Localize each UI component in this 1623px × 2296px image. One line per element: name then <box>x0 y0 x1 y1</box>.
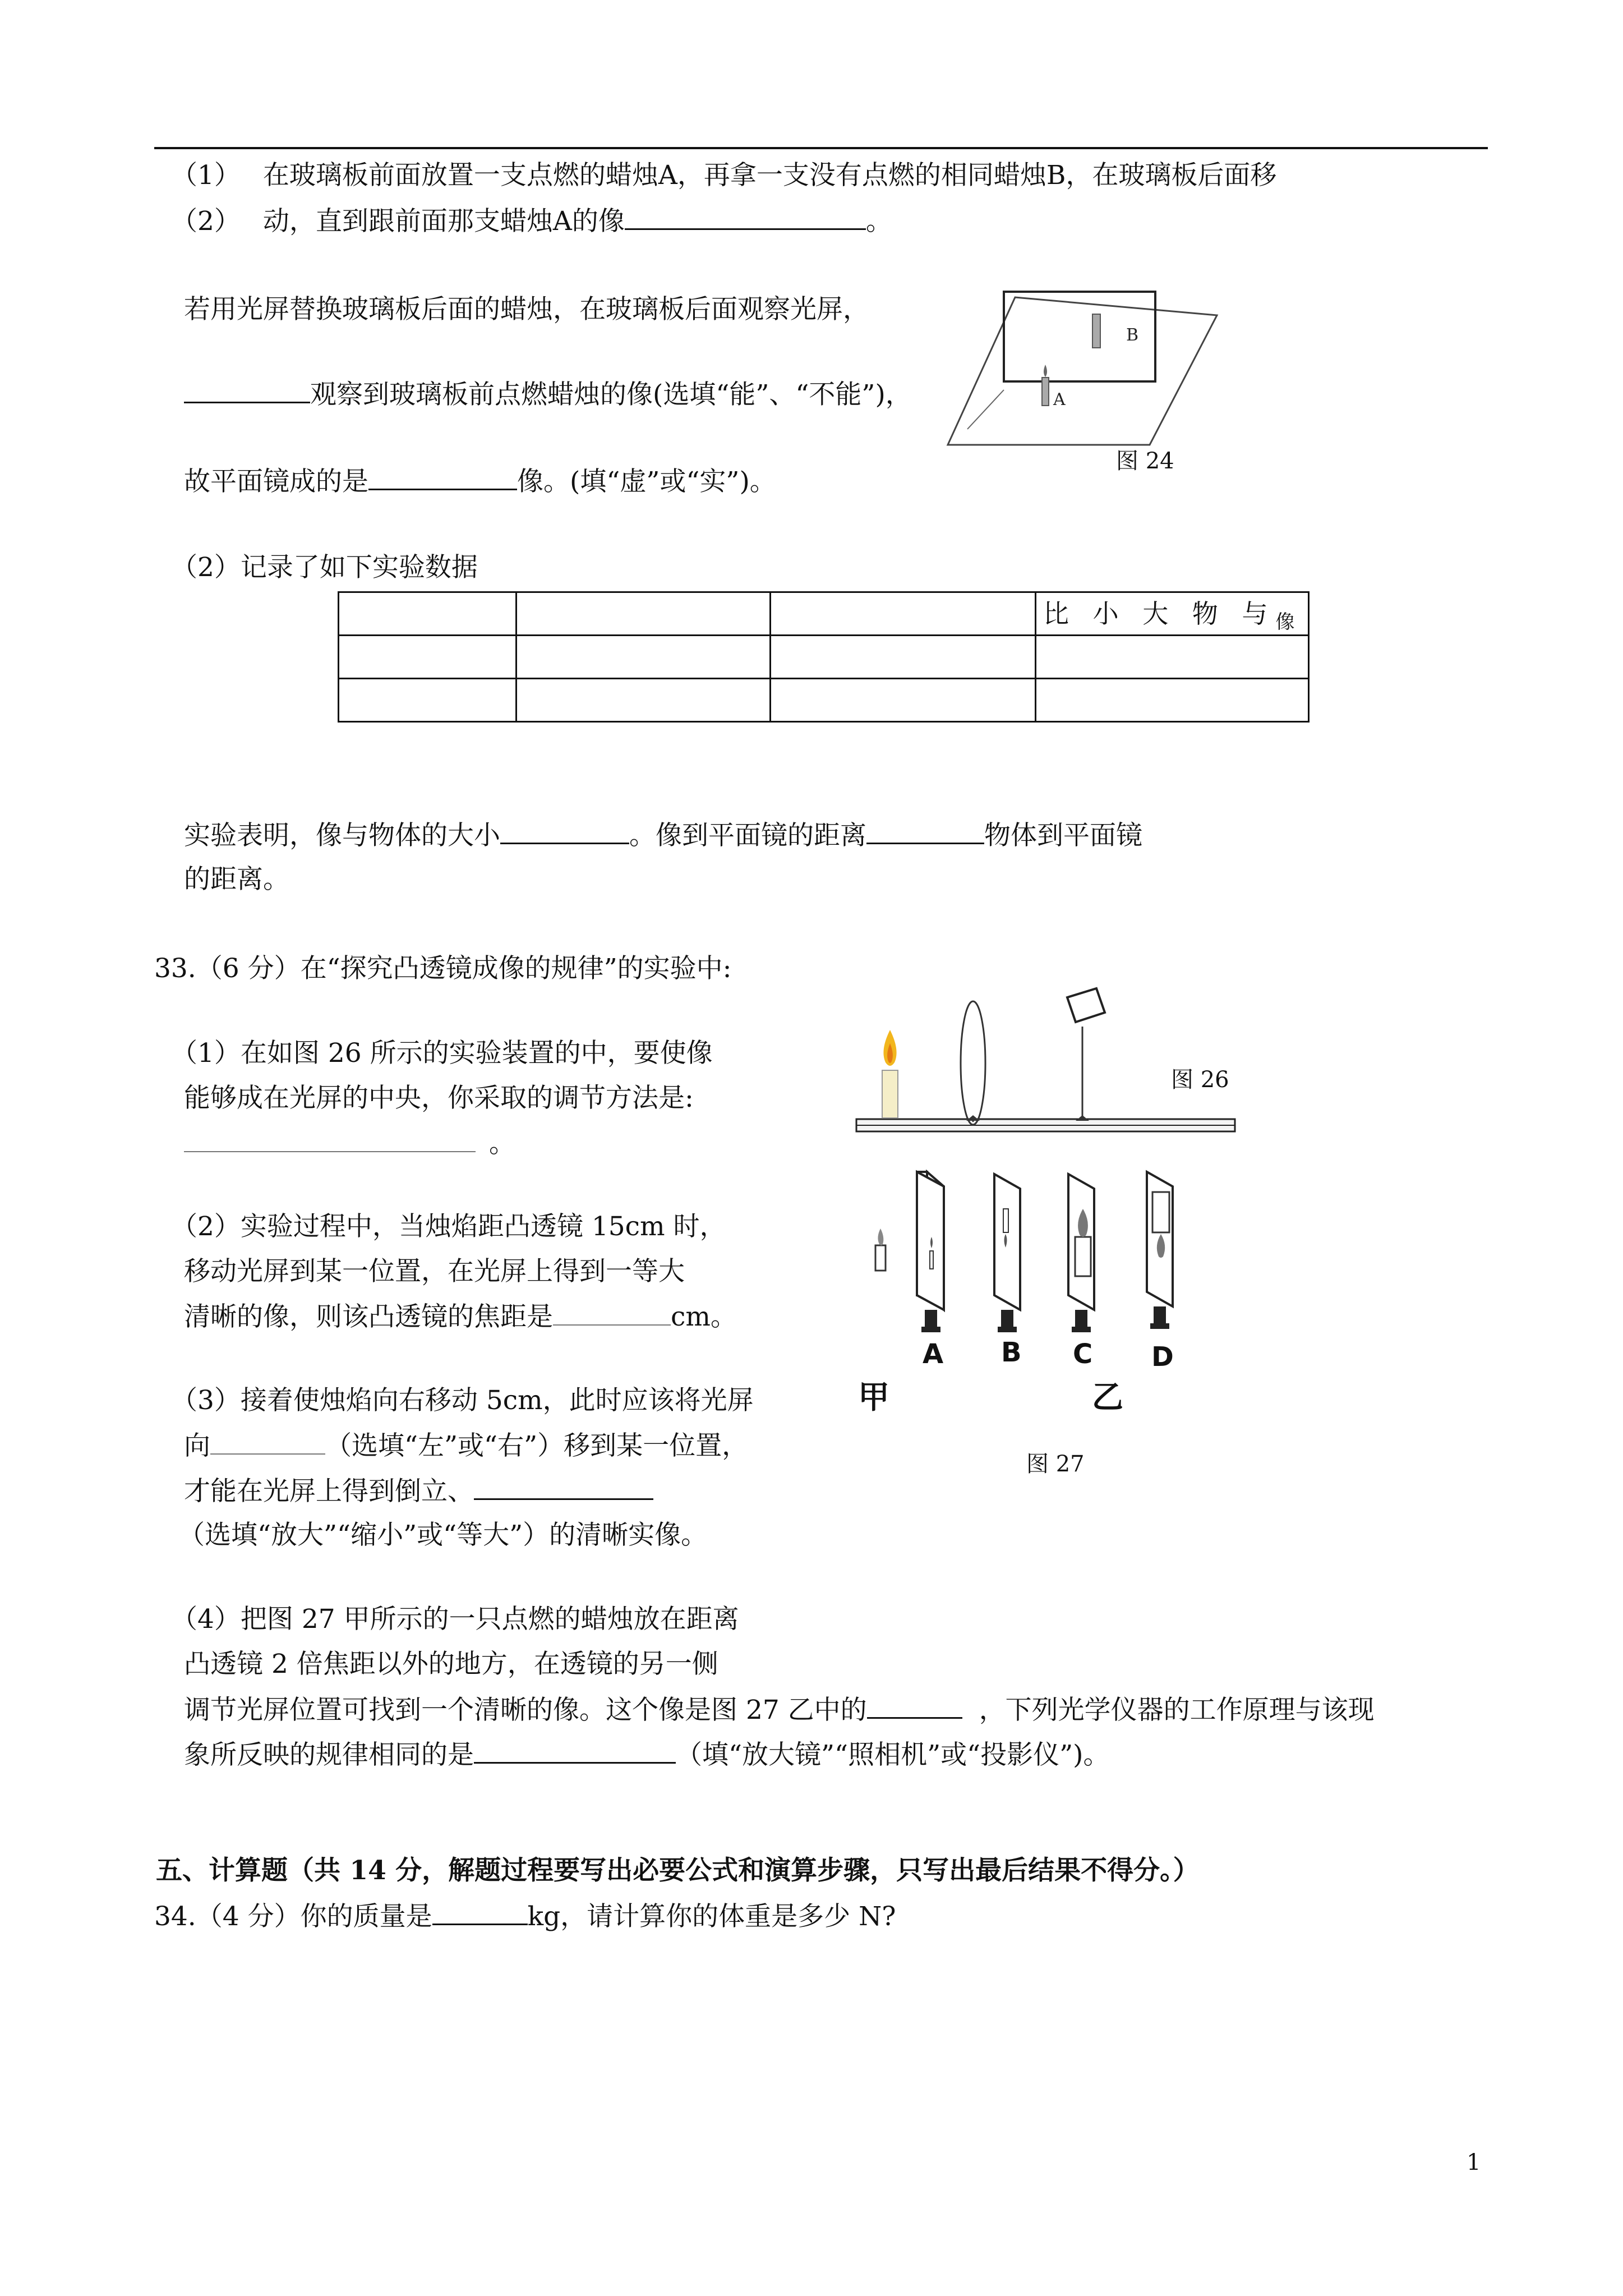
q33-p1-line1: （1）在如图 26 所示的实验装置的中，要使像 <box>171 1038 713 1069</box>
question-34 <box>154 1899 896 1934</box>
table-cell[interactable] <box>1036 679 1309 722</box>
answer-blank[interactable] <box>474 1737 676 1764</box>
data-table <box>338 591 1310 723</box>
figure-24-mirror-setup <box>942 289 1234 452</box>
label-jia: 甲 <box>858 1379 889 1416</box>
q33-p3-line3 <box>184 1474 653 1508</box>
table-cell[interactable] <box>771 679 1036 722</box>
mirror-line4 <box>184 377 912 412</box>
mirror-line1-text: 在玻璃板前面放置一支点燃的蜡烛A，再拿一支没有点燃的相同蜡烛B，在玻璃板后面移 <box>262 160 1277 191</box>
label-c: C <box>1073 1338 1093 1370</box>
answer-blank[interactable] <box>184 1126 476 1152</box>
q33-p3-pre: 向 <box>184 1430 210 1461</box>
table-cell[interactable] <box>339 636 517 679</box>
answer-blank[interactable] <box>368 464 517 490</box>
table-row <box>339 592 1309 636</box>
figure-27-images <box>855 1170 1259 1428</box>
light-screen-icon <box>1067 988 1105 1022</box>
label-a: A <box>923 1338 944 1370</box>
figure-24-caption: 图 24 <box>1116 448 1174 474</box>
table-cell[interactable] <box>517 592 771 636</box>
candle-icon <box>875 1245 886 1271</box>
answer-blank[interactable] <box>184 377 310 403</box>
q33-p2-pre: 清晰的像，则该凸透镜的焦距是 <box>184 1301 553 1332</box>
q33-p3-line1: （3）接着使烛焰向右移动 5cm，此时应该将光屏 <box>171 1385 754 1416</box>
table-row <box>339 679 1309 722</box>
mirror-line4-text: 观察到玻璃板前点燃蜡烛的像(选填“能”、“不能”)， <box>310 379 912 410</box>
table-cell[interactable] <box>771 592 1036 636</box>
candle-a-icon <box>1042 378 1049 406</box>
mirror-line5-pre: 故平面镜成的是 <box>184 466 368 497</box>
table-cell[interactable] <box>517 636 771 679</box>
q33-p4-line2: 凸透镜 2 倍焦距以外的地方，在透镜的另一侧 <box>184 1649 718 1680</box>
figure-27-caption: 图 27 <box>1026 1451 1085 1477</box>
table-cell[interactable] <box>517 679 771 722</box>
q33-p2-line1: （2）实验过程中，当烛焰距凸透镜 15cm 时， <box>171 1211 726 1242</box>
q33-p2-line3 <box>184 1300 737 1334</box>
answer-blank[interactable] <box>432 1899 528 1925</box>
conclusion-line1 <box>184 818 1142 853</box>
mirror-line5 <box>184 464 776 499</box>
conclusion-post: 物体到平面镜 <box>984 820 1142 851</box>
section-5-title: 五、计算题（共 14 分，解题过程要写出必要公式和演算步骤，只写出最后结果不得分。） <box>156 1855 1200 1886</box>
flame-icon <box>1044 365 1047 377</box>
q34-pre: 34.（4 分）你的质量是 <box>154 1901 432 1932</box>
question-33-title: 33.（6 分）在“探究凸透镜成像的规律”的实验中: <box>154 953 732 984</box>
conclusion-line2: 的距离。 <box>184 864 289 895</box>
q33-p3-line4: （选填“放大”“缩小”或“等大”）的清晰实像。 <box>178 1520 708 1550</box>
figure-26-optical-bench <box>855 976 1237 1144</box>
q33-p3-line3-pre: 才能在光屏上得到倒立、 <box>184 1476 474 1507</box>
item-number: （2） <box>171 206 241 237</box>
screen-image-c <box>1068 1174 1094 1332</box>
q33-p4-line4-post: （填“放大镜”“照相机”或“投影仪”)。 <box>676 1740 1110 1770</box>
answer-blank[interactable] <box>474 1474 653 1500</box>
mirror-line1 <box>171 159 1276 192</box>
table-header-small: 像 <box>1275 611 1295 633</box>
table-cell[interactable] <box>771 636 1036 679</box>
table-cell[interactable] <box>339 679 517 722</box>
screen-image-b <box>994 1174 1020 1332</box>
mirror-line3: 若用光屏替换玻璃板后面的蜡烛，在玻璃板后面观察光屏， <box>184 294 869 325</box>
q33-p4-line3-pre: 调节光屏位置可找到一个清晰的像。这个像是图 27 乙中的 <box>184 1695 867 1726</box>
answer-blank[interactable] <box>867 1692 962 1719</box>
q33-p1-line3 <box>184 1126 515 1161</box>
q33-p2-line2: 移动光屏到某一位置，在光屏上得到一等大 <box>184 1256 685 1287</box>
figure-26-caption: 图 26 <box>1171 1067 1229 1093</box>
record-title: （2）记录了如下实验数据 <box>171 552 478 583</box>
answer-blank[interactable] <box>500 818 629 844</box>
label-b: B <box>1001 1337 1022 1368</box>
q33-p4-line4-pre: 象所反映的规律相同的是 <box>184 1740 474 1770</box>
table-header-cell <box>1036 592 1309 636</box>
q33-p4-line3 <box>184 1692 1375 1727</box>
conclusion-pre: 实验表明，像与物体的大小 <box>184 820 500 851</box>
punct: 。 <box>489 1128 515 1159</box>
answer-blank[interactable] <box>553 1300 671 1326</box>
table-cell[interactable] <box>339 592 517 636</box>
q34-post: kg，请计算你的体重是多少 N? <box>527 1901 896 1932</box>
candle-b-icon <box>1092 314 1100 348</box>
q33-p3-line2 <box>184 1429 748 1463</box>
q33-p4-line1: （4）把图 27 甲所示的一只点燃的蜡烛放在距离 <box>171 1604 739 1635</box>
answer-blank[interactable] <box>210 1429 325 1455</box>
table-row <box>339 636 1309 679</box>
q33-p1-line2: 能够成在光屏的中央，你采取的调节方法是: <box>184 1083 694 1114</box>
label-a: A <box>1053 390 1066 409</box>
q33-p3-post: （选填“左”或“右”）移到某一位置， <box>325 1430 749 1461</box>
table-header-text: 比 小 大 物 与 <box>1043 599 1276 629</box>
convex-lens-icon <box>961 1001 985 1125</box>
answer-blank[interactable] <box>625 204 866 230</box>
table-cell[interactable] <box>1036 636 1309 679</box>
flame-icon <box>878 1228 883 1245</box>
screen-image-a <box>917 1172 944 1332</box>
q33-p2-post: cm。 <box>671 1301 737 1332</box>
page-number: 1 <box>1467 2150 1481 2175</box>
punct: 。 <box>865 206 892 237</box>
q33-p4-line3-post: ，下列光学仪器的工作原理与该现 <box>979 1695 1375 1726</box>
header-rule <box>154 147 1488 149</box>
mirror-line2 <box>171 204 892 238</box>
candle-icon <box>882 1070 898 1118</box>
label-b: B <box>1126 325 1139 345</box>
label-yi: 乙 <box>1092 1379 1123 1416</box>
item-number: （1） <box>171 160 241 191</box>
screen-image-d <box>1147 1172 1173 1329</box>
answer-blank[interactable] <box>866 818 984 844</box>
conclusion-mid: 。像到平面镜的距离 <box>629 820 866 851</box>
label-d: D <box>1151 1341 1174 1373</box>
q33-p4-line4 <box>184 1737 1110 1772</box>
mirror-line2-text: 动，直到跟前面那支蜡烛A的像 <box>262 206 625 237</box>
mirror-line5-post: 像。(填“虚”或“实”)。 <box>517 466 776 497</box>
